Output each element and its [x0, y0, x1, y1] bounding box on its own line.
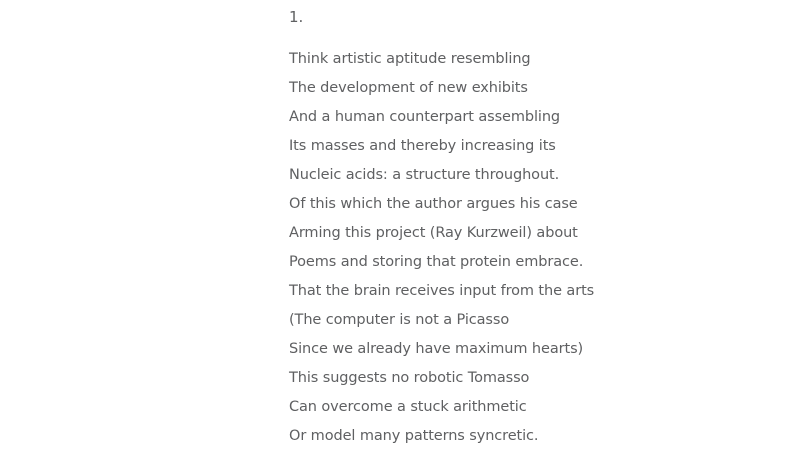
poem-line: Nucleic acids: a structure throughout.	[289, 167, 560, 183]
poem-lines	[289, 49, 594, 455]
poem-line: This suggests no robotic Tomasso	[289, 370, 530, 386]
stanza-number: 1.	[289, 8, 304, 26]
poem-line: Its masses and thereby increasing its	[289, 138, 556, 154]
poem-line: Or model many patterns syncretic.	[289, 428, 539, 444]
poem-line: Since we already have maximum hearts)	[289, 341, 584, 357]
poem-line: Think artistic aptitude resembling	[289, 51, 531, 67]
poem-line: Can overcome a stuck arithmetic	[289, 399, 527, 415]
poem-line: Poems and storing that protein embrace.	[289, 254, 584, 270]
poem-line: Of this which the author argues his case	[289, 196, 578, 212]
poem-line: The development of new exhibits	[289, 80, 528, 96]
poem-line: That the brain receives input from the arts	[289, 283, 595, 299]
poem-line: (The computer is not a Picasso	[289, 312, 510, 328]
poem-line: And a human counterpart assembling	[289, 109, 561, 125]
poem-line: Arming this project (Ray Kurzweil) about	[289, 225, 578, 241]
